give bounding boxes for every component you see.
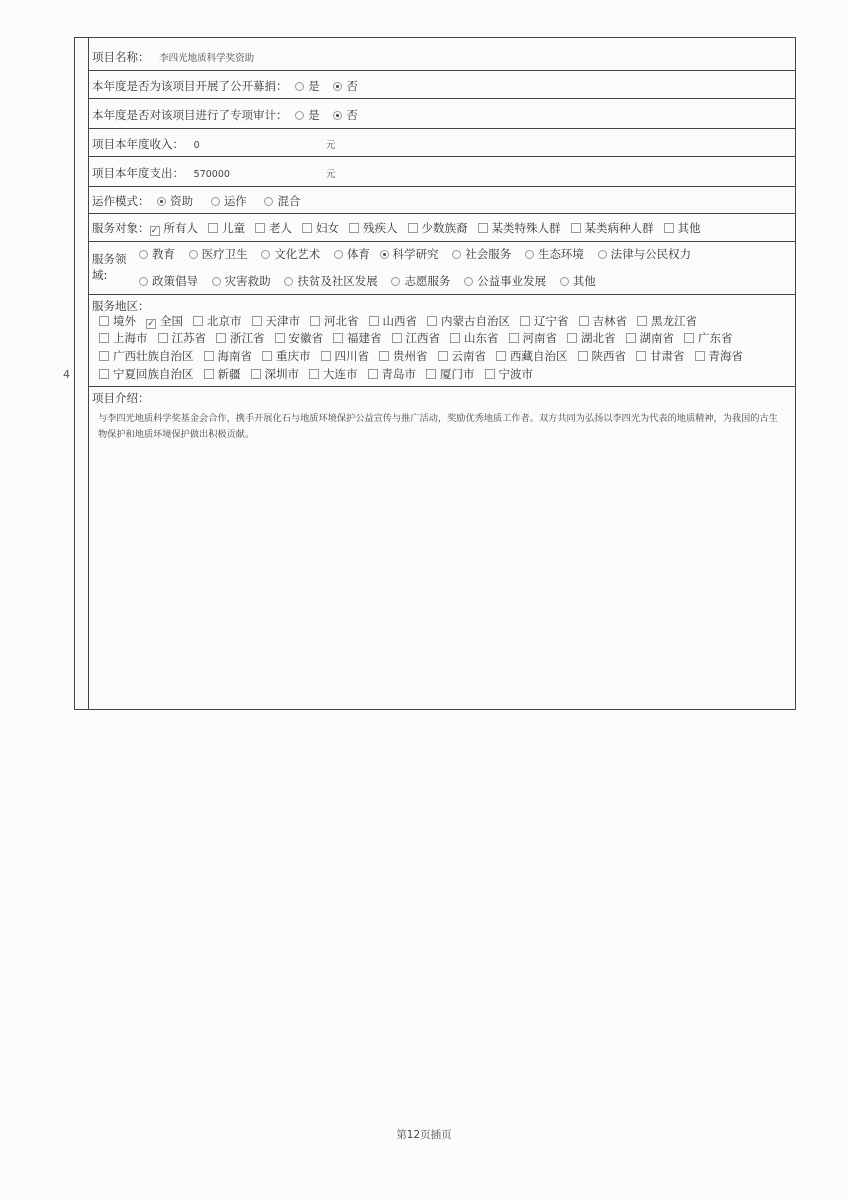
- field-disaster-label: 灾害救助: [224, 274, 271, 288]
- field-public-welfare-radio[interactable]: [464, 277, 473, 286]
- region-guangxi-label: 广西壮族自治区: [113, 349, 194, 363]
- region-beijing-label: 北京市: [207, 314, 242, 328]
- service-targets-label: 服务对象：: [92, 221, 150, 235]
- target-other-checkbox[interactable]: [664, 223, 674, 233]
- region-xiamen-checkbox[interactable]: [426, 369, 436, 379]
- field-education-radio[interactable]: [139, 250, 148, 259]
- region-fujian-checkbox[interactable]: [333, 333, 343, 343]
- region-fujian-label: 福建省: [347, 331, 382, 345]
- region-hebei-checkbox[interactable]: [310, 316, 320, 326]
- region-jilin-label: 吉林省: [592, 314, 627, 328]
- field-public-welfare-label: 公益事业发展: [477, 274, 547, 288]
- region-qingdao-checkbox[interactable]: [368, 369, 378, 379]
- region-shaanxi-label: 陕西省: [591, 349, 626, 363]
- income-value: 0: [193, 140, 200, 151]
- region-national-checkbox[interactable]: ✓: [147, 319, 155, 329]
- project-name-value: 李四光地质科学奖资助: [159, 53, 255, 64]
- region-yunnan-checkbox[interactable]: [438, 351, 448, 361]
- region-shaanxi-checkbox[interactable]: [578, 351, 588, 361]
- region-shenzhen-label: 深圳市: [264, 367, 299, 381]
- region-ningxia-checkbox[interactable]: [99, 369, 109, 379]
- target-women-checkbox[interactable]: [302, 223, 312, 233]
- field-science-label: 科学研究: [392, 247, 439, 261]
- operation-mode-operate-radio[interactable]: [211, 197, 220, 206]
- region-anhui-checkbox[interactable]: [275, 333, 285, 343]
- region-inner-mongolia-checkbox[interactable]: [427, 316, 437, 326]
- field-culture-label: 文化艺术: [274, 247, 321, 261]
- region-tibet-checkbox[interactable]: [496, 351, 506, 361]
- region-xiamen-label: 厦门市: [440, 367, 475, 381]
- target-women-label: 妇女: [316, 221, 339, 235]
- region-ningxia-label: 宁夏回族自治区: [113, 367, 194, 381]
- row-service-fields: [89, 242, 795, 295]
- region-liaoning-checkbox[interactable]: [520, 316, 530, 326]
- operation-mode-operate-label: 运作: [223, 194, 247, 208]
- field-science-radio[interactable]: [380, 250, 389, 259]
- margin-number: 4: [63, 368, 70, 381]
- target-disease-group-checkbox[interactable]: [571, 223, 581, 233]
- operation-mode-mixed-label: 混合: [277, 194, 301, 208]
- project-form: [74, 37, 796, 710]
- row-service-regions: [89, 295, 795, 387]
- target-minorities-label: 少数族裔: [421, 221, 468, 235]
- special-audit-yes-radio[interactable]: [295, 111, 304, 120]
- field-poverty-label: 扶贫及社区发展: [297, 274, 378, 288]
- public-fundraising-label: 本年度是否为该项目开展了公开募捐：: [92, 79, 288, 93]
- region-qingdao-label: 青岛市: [381, 367, 416, 381]
- region-jiangxi-label: 江西省: [405, 331, 440, 345]
- region-heilongjiang-checkbox[interactable]: [637, 316, 647, 326]
- row-public-fundraising: [89, 71, 795, 99]
- expense-unit: 元: [326, 169, 336, 180]
- region-zhejiang-checkbox[interactable]: [216, 333, 226, 343]
- region-shenzhen-checkbox[interactable]: [251, 369, 261, 379]
- region-tianjin-checkbox[interactable]: [252, 316, 262, 326]
- field-ecology-radio[interactable]: [525, 250, 534, 259]
- region-sichuan-checkbox[interactable]: [321, 351, 331, 361]
- field-ecology-label: 生态环境: [537, 247, 584, 261]
- region-guizhou-checkbox[interactable]: [379, 351, 389, 361]
- region-inner-mongolia-label: 内蒙古自治区: [441, 314, 510, 328]
- region-qinghai-label: 青海省: [708, 349, 743, 363]
- target-children-checkbox[interactable]: [208, 223, 218, 233]
- field-sports-label: 体育: [346, 247, 370, 261]
- region-dalian-checkbox[interactable]: [309, 369, 319, 379]
- target-other-label: 其他: [677, 221, 701, 235]
- region-guizhou-label: 贵州省: [393, 349, 428, 363]
- target-disease-group-label: 某类病种人群: [584, 221, 654, 235]
- region-jiangxi-checkbox[interactable]: [392, 333, 402, 343]
- region-shanghai-checkbox[interactable]: [99, 333, 109, 343]
- region-sichuan-label: 四川省: [334, 349, 369, 363]
- field-social-service-label: 社会服务: [465, 247, 512, 261]
- target-elderly-checkbox[interactable]: [255, 223, 265, 233]
- region-qinghai-checkbox[interactable]: [695, 351, 705, 361]
- field-volunteer-radio[interactable]: [391, 277, 400, 286]
- region-yunnan-label: 云南省: [451, 349, 486, 363]
- row-project-name: [89, 38, 795, 71]
- field-law-radio[interactable]: [598, 250, 607, 259]
- field-health-radio[interactable]: [189, 250, 198, 259]
- region-xinjiang-checkbox[interactable]: [204, 369, 214, 379]
- region-hunan-label: 湖南省: [639, 331, 674, 345]
- region-tianjin-label: 天津市: [265, 314, 300, 328]
- region-abroad-label: 境外: [113, 314, 136, 328]
- region-jiangsu-label: 江苏省: [171, 331, 206, 345]
- field-policy-label: 政策倡导: [152, 274, 198, 288]
- row-introduction: [89, 387, 795, 710]
- region-jilin-checkbox[interactable]: [579, 316, 589, 326]
- service-regions-label: 服务地区：: [92, 299, 150, 313]
- target-children-label: 儿童: [222, 221, 245, 235]
- target-all-label: 所有人: [163, 221, 198, 235]
- region-ningbo-label: 宁波市: [498, 367, 533, 381]
- region-shanxi-label: 山西省: [382, 314, 417, 328]
- operation-mode-fund-label: 资助: [170, 194, 194, 208]
- region-shanxi-checkbox[interactable]: [369, 316, 379, 326]
- region-hubei-checkbox[interactable]: [567, 333, 577, 343]
- field-social-service-radio[interactable]: [452, 250, 461, 259]
- operation-mode-fund-radio[interactable]: [157, 197, 166, 206]
- region-shandong-label: 山东省: [464, 331, 499, 345]
- operation-mode-mixed-radio[interactable]: [264, 197, 273, 206]
- row-service-targets: [89, 214, 795, 242]
- region-national-label: 全国: [160, 314, 183, 328]
- region-chongqing-checkbox[interactable]: [262, 351, 272, 361]
- region-dalian-label: 大连市: [323, 367, 358, 381]
- page-footer: 第12页插页: [396, 1129, 452, 1141]
- introduction-label: 项目介绍：: [92, 391, 150, 405]
- region-hebei-label: 河北省: [324, 314, 359, 328]
- region-shandong-checkbox[interactable]: [450, 333, 460, 343]
- income-unit: 元: [326, 140, 336, 151]
- public-fundraising-no-label: 否: [346, 79, 358, 93]
- region-henan-label: 河南省: [522, 331, 557, 345]
- region-henan-checkbox[interactable]: [509, 333, 519, 343]
- region-ningbo-checkbox[interactable]: [485, 369, 495, 379]
- region-heilongjiang-label: 黑龙江省: [651, 314, 697, 328]
- special-audit-no-radio[interactable]: [333, 111, 342, 120]
- region-guangxi-checkbox[interactable]: [99, 351, 109, 361]
- region-zhejiang-label: 浙江省: [230, 331, 265, 345]
- target-minorities-checkbox[interactable]: [408, 223, 418, 233]
- public-fundraising-yes-label: 是: [308, 79, 320, 93]
- region-liaoning-label: 辽宁省: [534, 314, 569, 328]
- special-audit-yes-label: 是: [308, 108, 320, 122]
- region-hunan-checkbox[interactable]: [626, 333, 636, 343]
- region-gansu-checkbox[interactable]: [636, 351, 646, 361]
- row-income: [89, 129, 795, 157]
- row-expense: [89, 157, 795, 187]
- special-audit-label: 本年度是否对该项目进行了专项审计：: [92, 108, 288, 122]
- service-fields-label-1: 服务领: [92, 252, 127, 266]
- target-special-group-checkbox[interactable]: [478, 223, 488, 233]
- field-law-label: 法律与公民权力: [610, 247, 692, 261]
- project-name-label: 项目名称：: [92, 50, 150, 64]
- field-culture-radio[interactable]: [261, 250, 270, 259]
- region-guangdong-checkbox[interactable]: [684, 333, 694, 343]
- region-hainan-checkbox[interactable]: [204, 351, 214, 361]
- region-guangdong-label: 广东省: [698, 331, 733, 345]
- region-anhui-label: 安徽省: [288, 331, 323, 345]
- public-fundraising-no-radio[interactable]: [333, 82, 342, 91]
- field-education-label: 教育: [152, 247, 175, 261]
- target-disabled-checkbox[interactable]: [349, 223, 359, 233]
- region-jiangsu-checkbox[interactable]: [158, 333, 168, 343]
- field-policy-radio[interactable]: [139, 277, 148, 286]
- field-disaster-radio[interactable]: [212, 277, 221, 286]
- row-special-audit: [89, 99, 795, 129]
- target-disabled-label: 残疾人: [363, 221, 398, 235]
- region-xinjiang-label: 新疆: [217, 367, 241, 381]
- region-chongqing-label: 重庆市: [276, 349, 311, 363]
- target-special-group-label: 某类特殊人群: [491, 221, 561, 235]
- target-elderly-label: 老人: [269, 221, 292, 235]
- region-abroad-checkbox[interactable]: [99, 316, 109, 326]
- service-fields-label-2: 域:: [92, 268, 108, 282]
- region-beijing-checkbox[interactable]: [193, 316, 203, 326]
- region-shanghai-label: 上海市: [113, 331, 148, 345]
- field-other-label: 其他: [572, 274, 596, 288]
- income-label: 项目本年度收入：: [92, 137, 184, 151]
- region-hainan-label: 海南省: [217, 349, 252, 363]
- field-poverty-radio[interactable]: [284, 277, 293, 286]
- expense-label: 项目本年度支出：: [92, 166, 184, 180]
- field-sports-radio[interactable]: [334, 250, 343, 259]
- introduction-text: 与李四光地质科学奖基金会合作，携手开展化石与地质环境保护公益宣传与推广活动，奖励优秀地质工作者。双方共同为弘扬以李四光为代表的地质精神，为我国的古生物保护和地质环境保护做出积极贡献。: [98, 413, 778, 440]
- operation-mode-label: 运作模式：: [92, 194, 150, 208]
- public-fundraising-yes-radio[interactable]: [295, 82, 304, 91]
- field-other-radio[interactable]: [560, 277, 569, 286]
- special-audit-no-label: 否: [346, 108, 358, 122]
- field-volunteer-label: 志愿服务: [404, 274, 451, 288]
- region-hubei-label: 湖北省: [581, 331, 616, 345]
- row-operation-mode: [89, 187, 795, 214]
- target-all-checkbox[interactable]: ✓: [150, 226, 159, 236]
- expense-value: 570000: [193, 169, 230, 180]
- field-health-label: 医疗卫生: [201, 247, 248, 261]
- region-gansu-label: 甘肃省: [650, 349, 685, 363]
- region-tibet-label: 西藏自治区: [510, 349, 568, 363]
